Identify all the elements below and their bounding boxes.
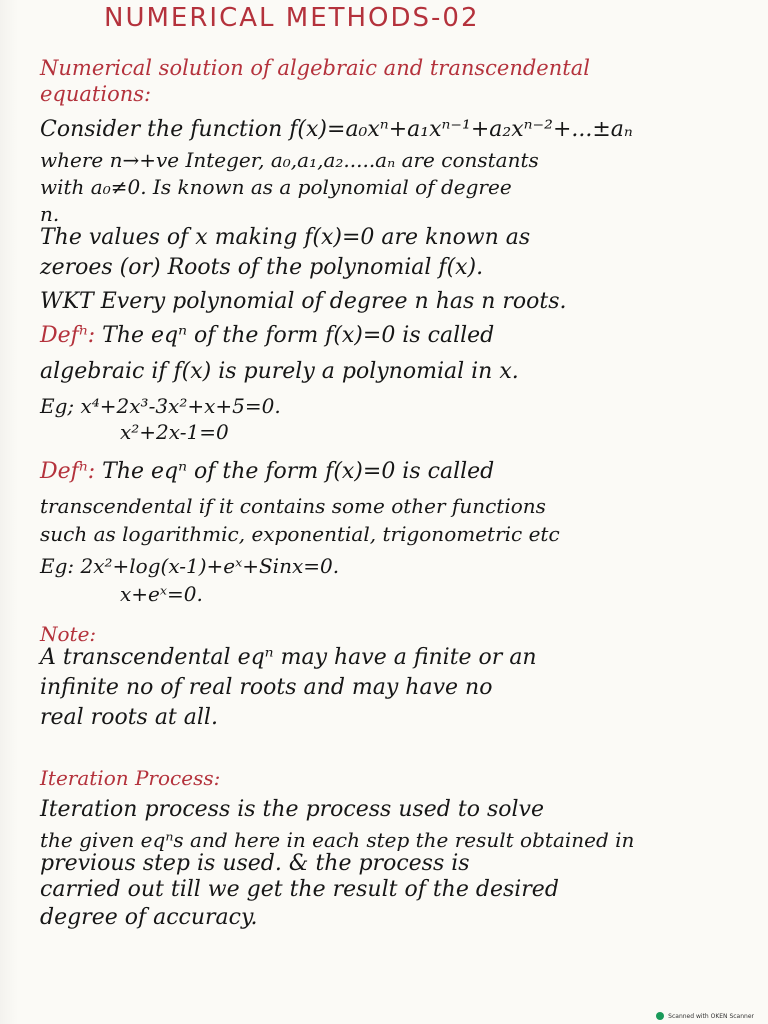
- intro-line: zeroes (or) Roots of the polynomial f(x).: [40, 255, 484, 280]
- intro-line: The values of x making f(x)=0 are known as: [40, 225, 531, 250]
- page-title: NUMERICAL METHODS-02: [104, 3, 480, 33]
- intro-line: n.: [40, 202, 60, 226]
- note-label: Note:: [40, 622, 97, 646]
- definition-text: The eqⁿ of the form f(x)=0 is called: [102, 459, 495, 484]
- scanner-watermark: [656, 1012, 754, 1020]
- scanner-text: Scanned with OKEN Scanner: [668, 1012, 754, 1020]
- iteration-line: previous step is used. & the process is: [40, 851, 470, 876]
- definition-line: algebraic if f(x) is purely a polynomial in x.: [40, 359, 519, 384]
- note-line: infinite no of real roots and may have no: [40, 675, 493, 700]
- section-heading-cont: equations:: [40, 82, 152, 106]
- definition-2: [40, 458, 740, 486]
- scanner-logo-icon: [656, 1012, 664, 1020]
- intro-line: WKT Every polynomial of degree n has n roots.: [40, 289, 567, 314]
- iteration-line: Iteration process is the process used to solve: [40, 797, 544, 822]
- definition-line: such as logarithmic, exponential, trigonometric etc: [40, 522, 560, 546]
- example-line: x+eˣ=0.: [120, 582, 203, 606]
- section-heading: Numerical solution of algebraic and transcendental: [40, 56, 590, 80]
- example-line: Eg; x⁴+2x³-3x²+x+5=0.: [40, 394, 281, 418]
- intro-line: Consider the function f(x)=a₀xⁿ+a₁xⁿ⁻¹+a₂xⁿ⁻²+...±aₙ: [40, 117, 633, 142]
- example-line: x²+2x-1=0: [120, 420, 229, 444]
- intro-line: with a₀≠0. Is known as a polynomial of degree: [40, 175, 512, 199]
- intro-line: where n→+ve Integer, a₀,a₁,a₂.....aₙ are constants: [40, 148, 539, 172]
- definition-1: [40, 322, 740, 350]
- iteration-line: the given eqⁿs and here in each step the result obtained in: [40, 828, 635, 852]
- definition-label: Defⁿ:: [40, 459, 96, 484]
- iteration-line: degree of accuracy.: [40, 905, 258, 930]
- example-line: Eg: 2x²+log(x-1)+eˣ+Sinx=0.: [40, 554, 340, 578]
- note-line: real roots at all.: [40, 705, 218, 730]
- definition-line: transcendental if it contains some other functions: [40, 494, 546, 518]
- iteration-line: carried out till we get the result of the desired: [40, 877, 559, 902]
- note-line: A transcendental eqⁿ may have a finite or an: [40, 645, 537, 670]
- iteration-label: Iteration Process:: [40, 766, 221, 790]
- definition-label: Defⁿ:: [40, 323, 96, 348]
- definition-text: The eqⁿ of the form f(x)=0 is called: [102, 323, 495, 348]
